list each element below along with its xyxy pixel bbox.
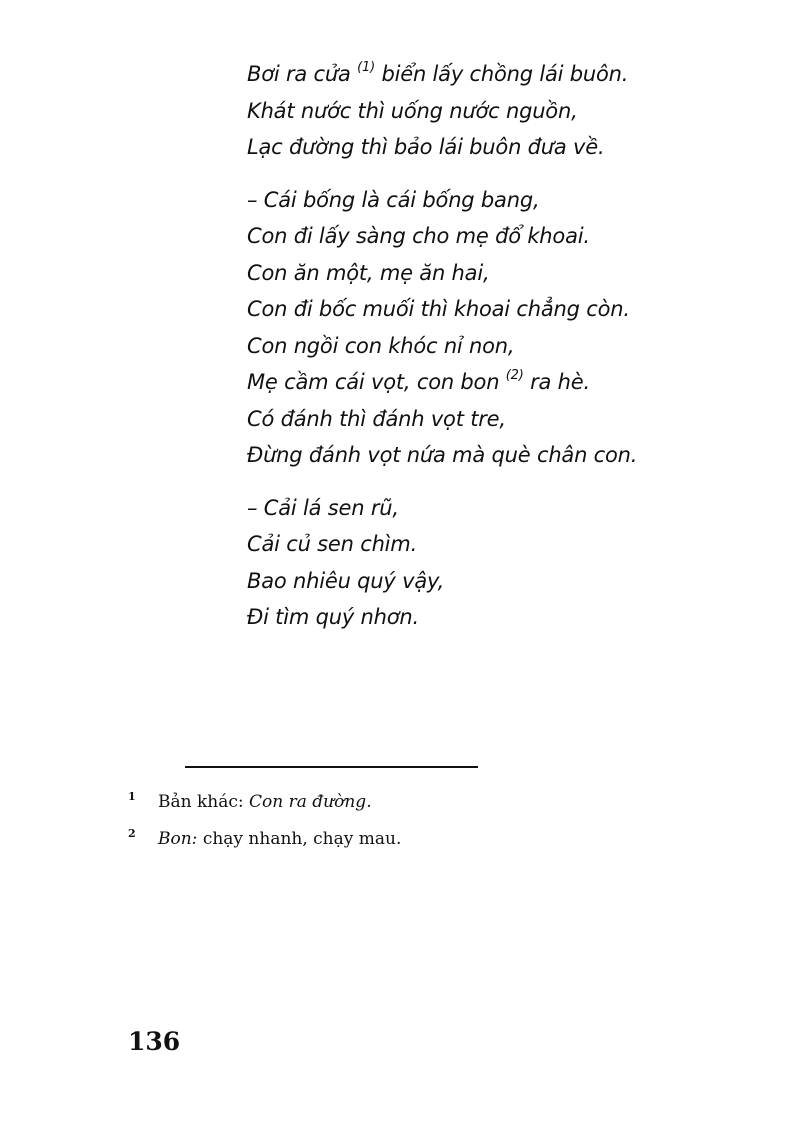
poem-line: Con đi lấy sàng cho mẹ đổ khoai. [247,224,590,248]
footnote-ref-2: (2) [505,368,524,383]
footnote-number: 1 [128,790,136,803]
poem-line: – Cái bống là cái bống bang, [247,187,540,212]
poem-line: Mẹ cầm cái vọt, con bon $^{(2)}$ ra hè. [247,368,590,394]
poem-line: Bơi ra cửa $^{(1)}$ biển lấy chồng lái buôn. [247,60,629,86]
poem-line: Bao nhiêu quý vậy, [247,568,445,593]
footnote-text: Bon: chạy nhanh, chạy mau. [158,829,402,849]
footnote-divider [185,766,478,768]
footnote-2 [128,827,688,864]
poem-line: Cải củ sen chìm. [247,532,418,556]
stanza-3 [247,490,767,636]
footnote-ref-1: (1) [357,60,375,75]
footnote-1 [128,790,688,827]
stanza-1 [247,56,767,166]
poem-line: Con đi bốc muối thì khoai chẳng còn. [247,297,630,321]
poem-line: Con ăn một, mẹ ăn hai, [247,260,490,285]
poem-line: – Cải lá sen rũ, [247,495,399,520]
footnotes [128,790,688,864]
poem-line: Có đánh thì đánh vọt tre, [247,406,506,431]
page-number: 136 [128,1027,181,1056]
poem-line: Khát nước thì uống nước nguồn, [247,98,578,123]
footnote-text: Bản khác: Con ra đường. [158,792,372,812]
stanza-2 [247,182,767,474]
footnote-number: 2 [128,827,136,840]
poem-line: Lạc đường thì bảo lái buôn đưa về. [247,135,605,159]
poem [247,56,767,636]
poem-line: Con ngồi con khóc nỉ non, [247,333,515,358]
poem-line: Đi tìm quý nhơn. [247,605,419,629]
poem-line: Đừng đánh vọt nứa mà què chân con. [247,443,638,467]
